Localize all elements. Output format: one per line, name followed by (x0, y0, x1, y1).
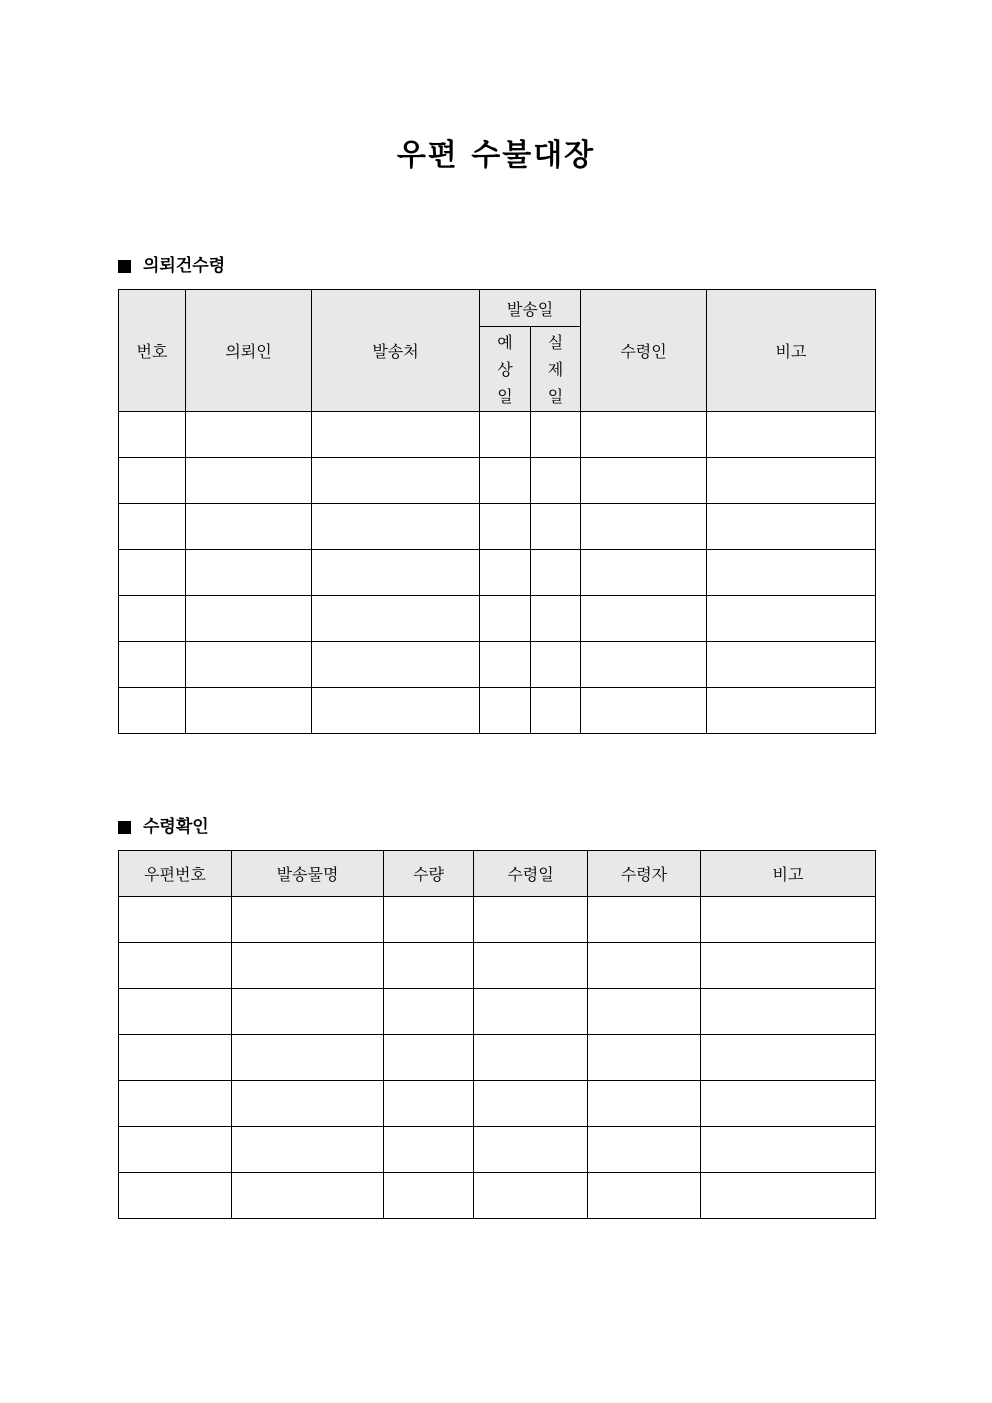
request-cell[interactable] (119, 458, 186, 504)
receipt-cell[interactable] (588, 943, 701, 989)
table-row (119, 688, 876, 734)
request-cell[interactable] (312, 550, 480, 596)
request-cell[interactable] (119, 412, 186, 458)
receipt-cell[interactable] (588, 1035, 701, 1081)
request-cell[interactable] (312, 458, 480, 504)
receipt-cell[interactable] (232, 1173, 384, 1219)
header-actual-label: 실제일 (547, 332, 564, 406)
request-cell[interactable] (119, 504, 186, 550)
header-send-date: 발송일 (480, 290, 581, 327)
request-cell[interactable] (707, 688, 876, 734)
receipt-cell[interactable] (588, 989, 701, 1035)
request-cell[interactable] (531, 412, 581, 458)
table-row (119, 897, 876, 943)
receipt-cell[interactable] (588, 1081, 701, 1127)
section-heading-label: 수령확인 (143, 817, 209, 837)
receipt-cell[interactable] (384, 1173, 474, 1219)
table-row (119, 989, 876, 1035)
request-cell[interactable] (531, 458, 581, 504)
header-remarks: 비고 (707, 290, 876, 412)
receipt-cell[interactable] (588, 1173, 701, 1219)
request-cell[interactable] (186, 504, 312, 550)
table-row (119, 550, 876, 596)
request-cell[interactable] (480, 550, 531, 596)
receipt-cell[interactable] (119, 1081, 232, 1127)
table-row (119, 504, 876, 550)
receipt-cell[interactable] (384, 989, 474, 1035)
receipt-cell[interactable] (474, 1173, 588, 1219)
receipt-cell[interactable] (384, 1127, 474, 1173)
request-cell[interactable] (707, 596, 876, 642)
request-cell[interactable] (119, 688, 186, 734)
table-row (119, 943, 876, 989)
table-row (119, 596, 876, 642)
request-cell[interactable] (581, 688, 707, 734)
request-cell[interactable] (186, 412, 312, 458)
request-cell[interactable] (480, 688, 531, 734)
receipt-cell[interactable] (119, 1035, 232, 1081)
request-cell[interactable] (707, 504, 876, 550)
request-cell[interactable] (531, 596, 581, 642)
receipt-cell[interactable] (384, 897, 474, 943)
request-cell[interactable] (707, 412, 876, 458)
table-row (119, 642, 876, 688)
request-table (118, 289, 876, 734)
request-cell[interactable] (186, 596, 312, 642)
request-cell[interactable] (119, 596, 186, 642)
receipt-cell[interactable] (588, 897, 701, 943)
request-cell[interactable] (186, 688, 312, 734)
header-recipient: 수령인 (581, 290, 707, 412)
header-destination: 발송처 (312, 290, 480, 412)
request-cell[interactable] (480, 596, 531, 642)
receipt-cell[interactable] (474, 1081, 588, 1127)
receipt-cell[interactable] (119, 1127, 232, 1173)
request-cell[interactable] (312, 688, 480, 734)
header-received-date: 수령일 (474, 851, 588, 897)
section-heading-request (118, 254, 225, 278)
table-row (119, 1035, 876, 1081)
request-cell[interactable] (186, 458, 312, 504)
receipt-cell[interactable] (474, 1035, 588, 1081)
receipt-cell[interactable] (232, 1127, 384, 1173)
receipt-cell[interactable] (119, 1173, 232, 1219)
request-cell[interactable] (581, 458, 707, 504)
header-remarks: 비고 (701, 851, 876, 897)
section-heading-label: 의뢰건수령 (143, 256, 226, 276)
request-cell[interactable] (312, 412, 480, 458)
header-expected-date (480, 327, 531, 412)
request-cell[interactable] (312, 642, 480, 688)
request-cell[interactable] (707, 458, 876, 504)
request-cell[interactable] (119, 550, 186, 596)
receipt-cell[interactable] (474, 897, 588, 943)
request-cell[interactable] (480, 642, 531, 688)
table-row (119, 1081, 876, 1127)
request-cell[interactable] (581, 642, 707, 688)
request-cell[interactable] (119, 642, 186, 688)
receipt-cell[interactable] (701, 989, 876, 1035)
header-receiver: 수령자 (588, 851, 701, 897)
header-quantity: 수량 (384, 851, 474, 897)
page-title: 우편 수불대장 (396, 138, 596, 173)
request-cell[interactable] (581, 504, 707, 550)
request-cell[interactable] (707, 550, 876, 596)
request-cell[interactable] (531, 642, 581, 688)
receipt-cell[interactable] (119, 943, 232, 989)
receipt-cell[interactable] (232, 1081, 384, 1127)
request-cell[interactable] (531, 504, 581, 550)
receipt-cell[interactable] (701, 1173, 876, 1219)
receipt-cell[interactable] (384, 1081, 474, 1127)
request-cell[interactable] (480, 458, 531, 504)
receipt-cell[interactable] (701, 897, 876, 943)
square-bullet-icon (118, 260, 131, 273)
receipt-cell[interactable] (232, 943, 384, 989)
request-cell[interactable] (581, 550, 707, 596)
request-cell[interactable] (186, 642, 312, 688)
receipt-cell[interactable] (384, 943, 474, 989)
receipt-cell[interactable] (232, 989, 384, 1035)
request-cell[interactable] (581, 596, 707, 642)
receipt-cell[interactable] (119, 989, 232, 1035)
square-bullet-icon (118, 821, 131, 834)
receipt-cell[interactable] (384, 1035, 474, 1081)
receipt-cell[interactable] (474, 943, 588, 989)
request-cell[interactable] (531, 688, 581, 734)
header-expected-label: 예상일 (497, 332, 513, 406)
header-postal-no: 우편번호 (119, 851, 232, 897)
header-no: 번호 (119, 290, 186, 412)
header-actual-date (531, 327, 581, 412)
receipt-cell[interactable] (119, 897, 232, 943)
request-cell[interactable] (312, 596, 480, 642)
receipt-cell[interactable] (474, 989, 588, 1035)
request-cell[interactable] (312, 504, 480, 550)
receipt-cell[interactable] (701, 1127, 876, 1173)
section-heading-receipt (118, 815, 209, 839)
receipt-cell[interactable] (701, 943, 876, 989)
table-row (119, 458, 876, 504)
header-requester: 의뢰인 (186, 290, 312, 412)
receipt-cell[interactable] (588, 1127, 701, 1173)
request-cell[interactable] (531, 550, 581, 596)
receipt-cell[interactable] (701, 1035, 876, 1081)
table-row (119, 1173, 876, 1219)
table-row (119, 412, 876, 458)
header-item-name: 발송물명 (232, 851, 384, 897)
receipt-cell[interactable] (474, 1127, 588, 1173)
request-cell[interactable] (480, 412, 531, 458)
receipt-cell[interactable] (232, 1035, 384, 1081)
request-cell[interactable] (581, 412, 707, 458)
table-row (119, 1127, 876, 1173)
receipt-table (118, 850, 876, 1219)
receipt-cell[interactable] (232, 897, 384, 943)
request-cell[interactable] (186, 550, 312, 596)
request-cell[interactable] (707, 642, 876, 688)
request-cell[interactable] (480, 504, 531, 550)
receipt-cell[interactable] (701, 1081, 876, 1127)
